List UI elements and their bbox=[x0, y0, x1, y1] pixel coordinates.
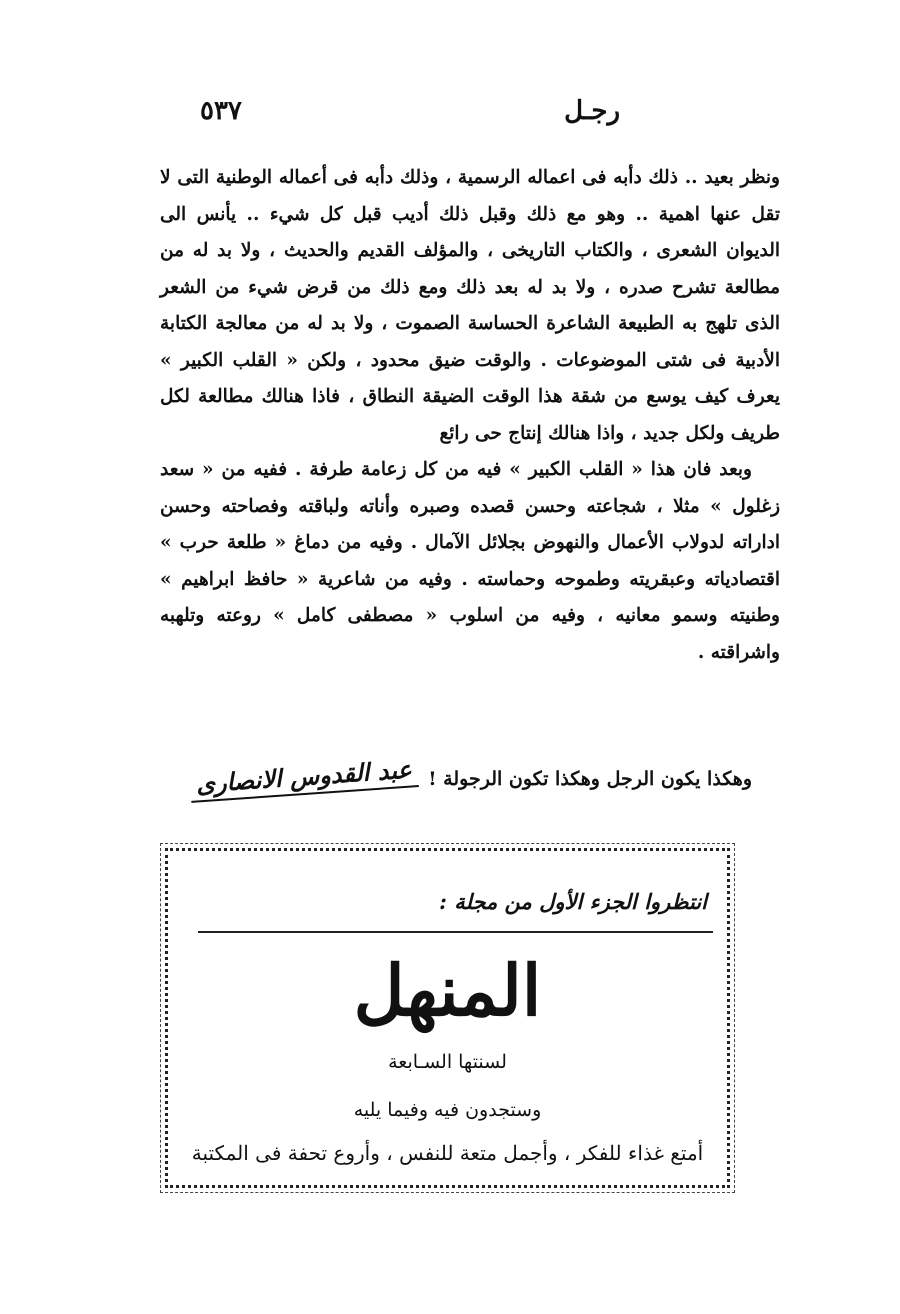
article-body bbox=[160, 160, 780, 671]
magazine-logo: المنهل bbox=[353, 949, 542, 1032]
closing-row bbox=[160, 754, 780, 812]
ad-divider bbox=[198, 931, 713, 933]
page-header bbox=[150, 96, 770, 136]
ad-line-tagline: أمتع غذاء للفكر ، وأجمل متعة للنفس ، وأروع تحفة فى المكتبة bbox=[191, 1141, 704, 1165]
article-paragraph-2: وبعد فان هذا « القلب الكبير » فيه من كل زعامة طرفة . ففيه من « سعد زغلول » مثلا ، شجاعته وحسن قصده وصبره وأناته ولباقته وفصاحته وحسن اداراته لدولاب الأعمال والنهوض بجلائل الآمال . وفيه من دماغ « طلعة حرب » اقتصادياته وعبقريته وطموحه وحماسته . وفيه من شاعرية « حافظ ابراهيم » وطنيته وسمو معانيه ، وفيه من اسلوب « مصطفى كامل » روعته وتلهبه واشراقته . bbox=[160, 459, 780, 663]
ad-line-year: لسنتها السـابعة bbox=[388, 1051, 507, 1073]
advertisement-box bbox=[165, 848, 730, 1188]
running-title: رجـل bbox=[564, 96, 620, 126]
author-signature: عبد القدوس الانصارى bbox=[189, 754, 419, 803]
page-number: ٥٣٧ bbox=[200, 96, 242, 126]
ad-header: انتظروا الجزء الأول من مجلة : bbox=[439, 889, 707, 914]
ad-line-find: وستجدون فيه وفيما يليه bbox=[353, 1099, 542, 1121]
closing-line: وهكذا يكون الرجل وهكذا تكون الرجولة ! bbox=[428, 768, 752, 790]
article-paragraph-1: ونظر بعيد .. ذلك دأبه فى اعماله الرسمية ، وذلك دأبه فى أعماله الوطنية التى لا تقل عنها اهمية .. وهو مع ذلك وقبل ذلك أديب قبل كل شيء .. يأنس الى الديوان الشعرى ، والكتاب التاريخى ، والمؤلف القديم والحديث ، ولا بد له من مطالعة تشرح صدره ، ولا بد له بعد ذلك ومع ذلك من قرض شيء من الشعر الذى تلهج به الطبيعة الشاعرة الحساسة الصموت ، ولا بد له من معالجة الكتابة الأدبية فى شتى الموضوعات . والوقت ضيق محدود ، ولكن « القلب الكبير » يعرف كيف يوسع من شقة هذا الوقت الضيقة النطاق ، فاذا هنالك مطالعة لكل طريف ولكل جديد ، واذا هنالك إنتاج حى رائع bbox=[160, 167, 780, 444]
